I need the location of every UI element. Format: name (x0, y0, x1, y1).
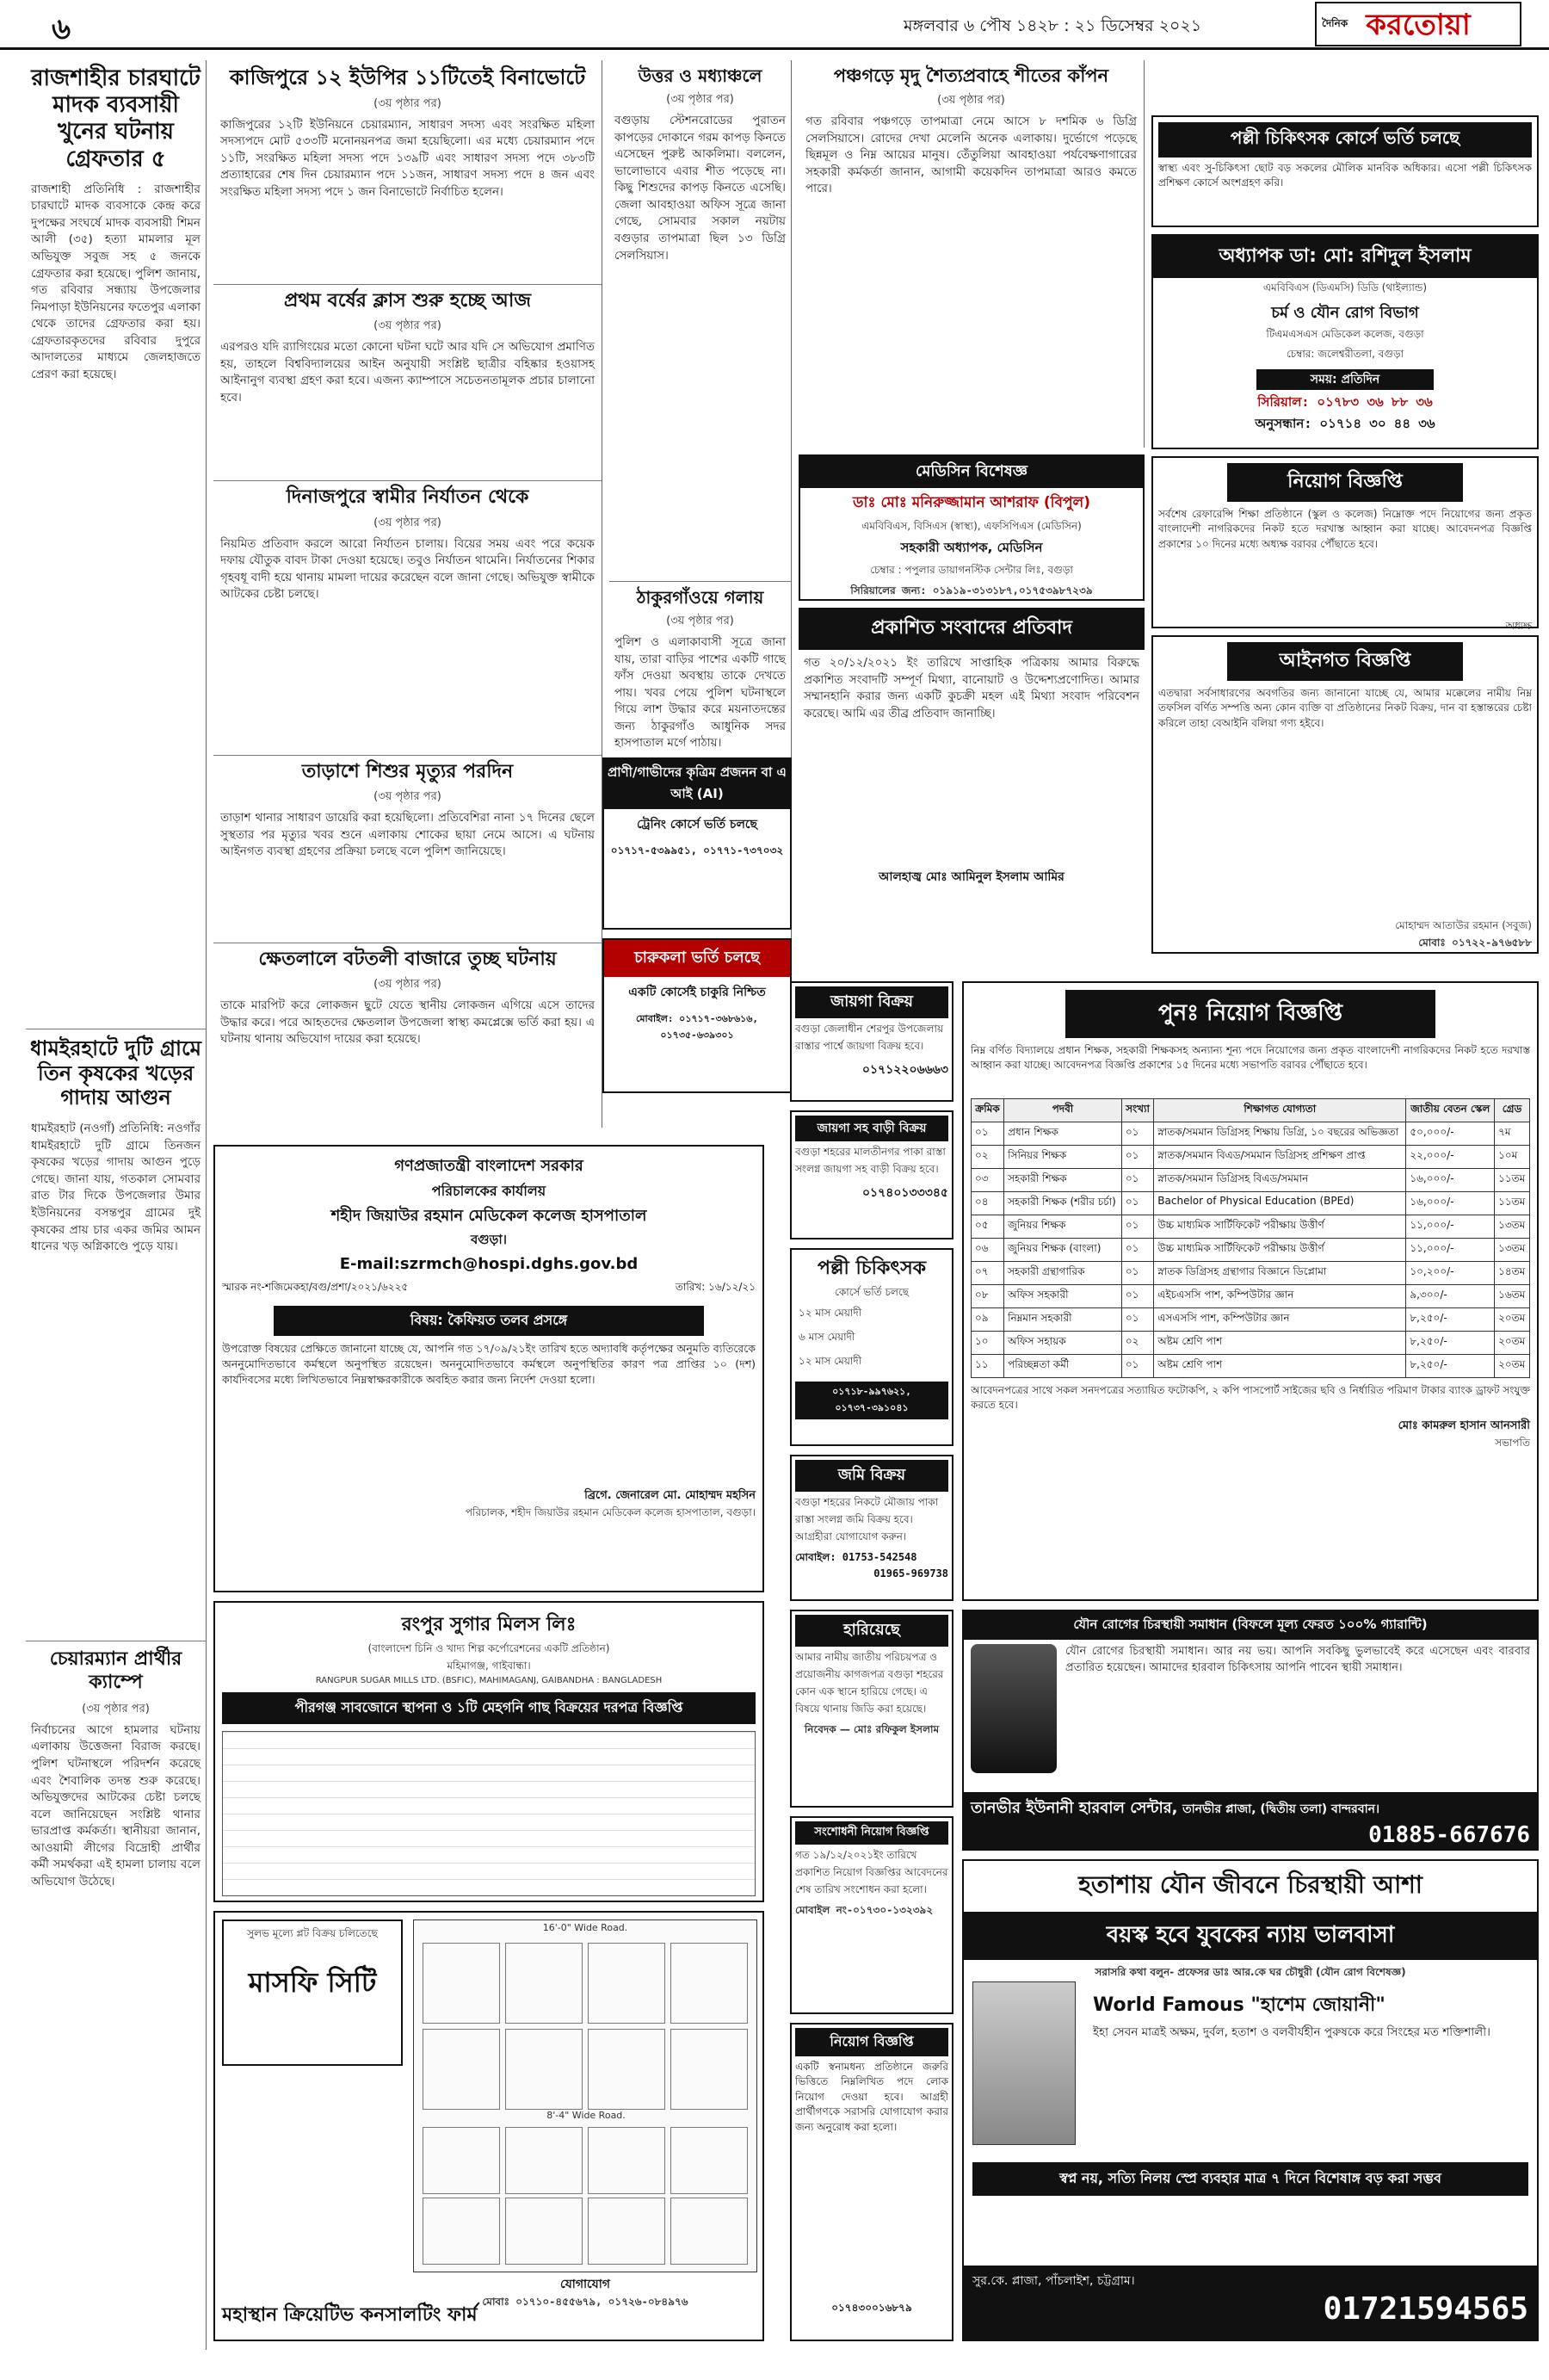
class-byline: (৩য় পৃষ্ঠার পর) (373, 319, 441, 333)
table-cell: ০১ (1121, 1262, 1153, 1285)
table-cell: নিম্নমান সহকারী (1004, 1308, 1122, 1332)
panchagarh-headline: পঞ্চগড়ে মৃদু শৈত্যপ্রবাহে শীতের কাঁপন (833, 65, 1109, 86)
hariyeche-sign: নিবেদক — মোঃ রফিকুল ইসলাম (804, 1723, 940, 1735)
column-1 (26, 60, 207, 2350)
sugar-mill-notice (213, 1601, 764, 1902)
plot-cell (505, 2127, 583, 2194)
table-cell: ০৪ (972, 1192, 1004, 1215)
plot-cell (423, 2198, 500, 2265)
sex-banner: যৌন রোগের চিরস্থায়ী সমাধান (বিফলে মূল্য ফেরত ১০০% গ্যারান্টি) (964, 1611, 1537, 1640)
khetlal-headline: ক্ষেতলালে বটতলী বাজারে তুচ্ছ ঘটনায় (258, 948, 557, 970)
plot-cell (588, 2127, 665, 2194)
table-cell: স্নাতক/সমমান ডিগ্রিসহ বিএড/সমমান (1154, 1169, 1406, 1192)
charukola-ad (602, 938, 792, 1093)
niyog1-sign: অধ্যক্ষ (1505, 620, 1532, 632)
punah-sign: মোঃ কামরুল হাসান আনসারী (1398, 1419, 1530, 1432)
table-cell: অফিস সহায়ক (1004, 1332, 1122, 1355)
masafi-firm: মহাস্থান ক্রিয়েটিভ কনসালটিং ফার্ম (222, 2304, 478, 2326)
story1-headline: রাজশাহীর চারঘাটে মাদক ব্যবসায়ী খুনের ঘটনায় গ্রেফতার ৫ (31, 65, 201, 172)
table-cell: সহকারী গ্রন্থাগারিক (1004, 1262, 1122, 1285)
class-text: এরপরও যদি র‍্যাগিংয়ের মতো কোনো ঘটনা ঘটে আর যদি সে অভিযোগ প্রমাণিত হয়, তাহলে বিশ্ববিদ্যালয়ের আইন অনুযায়ী সংশ্লিষ্ট ছাত্রীর বহিষ্কার হওয়াসহ আইনানুগ ব্যবস্থা গ্রহণ করা হবে। এজন্য ক্যাম্পাসে সচেতনতামূলক প্রচার চালানো হবে। (220, 340, 595, 405)
jobs-header-cell: ক্রমিক (972, 1099, 1004, 1122)
khetlal-text: তাকে মারপিট করে লোকজন ছুটে যেতে স্থানীয় লোকজন এগিয়ে এসে তাদের উদ্ধার করে। পরে আহতদের ক্ষেতলাল উপজেলা স্বাস্থ্য কমপ্লেক্সে ভর্তি করা হয়। এ ঘটনায় থানায় অভিযোগ দায়ের করা হয়েছে। (220, 998, 595, 1047)
hotash-world: World Famous "হাশেম জোয়ানী" (1093, 1994, 1385, 2016)
thakurgaon-text: পুলিশ ও এলাকাবাসী সূত্রে জানা যায়, তারা বাড়ির পাশের একটি গাছে ফাঁস দেওয়া অবস্থায় তাকে দেখতে পায়। খবর পেয়ে পুলিশ ঘটনাস্থলে গিয়ে লাশ উদ্ধার করে ময়নাতদন্তের জন্য ঠাকুরগাঁও আধুনিক সদর হাসপাতাল মর্গে পাঠায়। (614, 635, 786, 751)
plot-cell (423, 2029, 500, 2110)
hotash-title2: বয়স্ক হবে যুবকের ন্যায় ভালবাসা (964, 1912, 1537, 1960)
gov-office: পরিচালকের কার্যালয় (431, 1183, 546, 1199)
doctor-ad (799, 454, 1145, 601)
table-cell: ২০তম (1495, 1308, 1530, 1332)
tanvir-footer (964, 1792, 1537, 1849)
dinajpur-byline: (৩য় পৃষ্ঠার পর) (373, 516, 441, 529)
table-cell: ১১,০০০/- (1406, 1239, 1495, 1262)
masafi-city-ad (213, 1911, 764, 2341)
legal-sign: মোহাম্মদ আতাউর রহমান (সবুজ) (1395, 919, 1532, 931)
hotash-text: ইহা সেবন মাত্রই অক্ষম, দুর্বল, হতাশ ও বলবীর্যহীন পুরুষকে করে সিংহের মত শক্তিশালী। (1093, 2025, 1490, 2039)
dinajpur-text: নিয়মিত প্রতিবাদ করলে আরো নির্যাতন চালায়। বিয়ের সময় এবং পরে কয়েক দফায় যৌতুক বাবদ টাকা দেওয়া হয়েছে। তবুও নির্যাতন থামেনি। নির্যাতনের শিকার গৃহবধূ বাদী হয়ে থানায় মামলা দায়ের করেছেন বলে জানা গেছে। অভিযুক্ত স্বামীকে আটকের চেষ্টা চলছে। (220, 536, 595, 602)
table-cell: ১৬,০০০/- (1406, 1169, 1495, 1192)
doctor-photo (972, 1981, 1076, 2145)
gov-memo-row (222, 1277, 756, 1301)
table-cell: ০১ (1121, 1192, 1153, 1215)
legal-title: আইনগত বিজ্ঞপ্তি (1227, 642, 1463, 681)
table-cell: ০১ (1121, 1239, 1153, 1262)
table-cell: ০৫ (972, 1215, 1004, 1239)
dinajpur-headline: দিনাজপুরে স্বামীর নির্যাতন থেকে (286, 486, 529, 509)
hotash-phone: 01721594565 (1323, 2291, 1528, 2327)
table-cell: এইচএসসি পাশ, কম্পিউটার জ্ঞান (1154, 1285, 1406, 1308)
palli2-course1: ১২ মাস মেয়াদী (799, 1307, 862, 1319)
table-cell: অষ্টম শ্রেণি পাশ (1154, 1355, 1406, 1378)
doctor-name: ডাঃ মোঃ মনিরুজ্জামান আশরাফ (বিপুল) (853, 494, 1090, 511)
table-cell: ২০তম (1495, 1355, 1530, 1378)
songshodhoni-phone: মোবাইল নং-০১৭৩০-১৩২৩৯২ (795, 1904, 934, 1916)
table-row (972, 1122, 1530, 1146)
jomi-title: জমি বিক্রয় (795, 1460, 948, 1492)
table-cell: ০২ (972, 1146, 1004, 1169)
ai-training-ad (602, 757, 792, 930)
plot-cell (423, 2127, 500, 2194)
sugar-place: মহিমাগঞ্জ, গাইবান্ধা। (447, 1660, 531, 1672)
jomi-ad (790, 1455, 953, 1601)
songshodhoni-ad (790, 1816, 953, 2014)
niyog1-text: সর্বশেষ রেফারেন্সি শিক্ষা প্রতিষ্ঠানে (স্কুল ও কলেজ) নিম্নোক্ত পদে নিয়োগের জন্য প্রকৃত বাংলাদেশী নাগরিকদের নিকট হতে দরখাস্ত আহ্বান করা যাচ্ছে। আবেদনপত্র বিজ্ঞপ্তি প্রকাশের ১০ দিনের মধ্যে অধ্যক্ষ বরাবর পৌঁছাতে হবে। (1158, 508, 1532, 550)
songshodhoni-title: সংশোধনী নিয়োগ বিজ্ঞপ্তি (795, 1821, 948, 1845)
date-line: মঙ্গলবার ৬ পৌষ ১৪২৮ : ২১ ডিসেম্বর ২০২১ (904, 16, 1202, 35)
gov-city: বগুড়া। (470, 1232, 508, 1247)
panchagarh-text: গত রবিবার পঞ্চগড়ে তাপমাত্রা নেমে আসে ৮ দশমিক ৬ ডিগ্রি সেলসিয়াসে। রোদের দেখা মেলেনি অনেক এলাকায়। দুর্ভোগে পড়েছে ছিন্নমূল ও নিম্ন আয়ের মানুষ। তেঁতুলিয়া আবহাওয়া পর্যবেক্ষণাগারের সহকারী কর্মকর্তা জানান, আগামী কয়েকদিন তাপমাত্রা আরও কমতে পারে। (805, 114, 1137, 196)
gov-subject: বিষয়: কৈফিয়ত তলব প্রসঙ্গে (274, 1306, 704, 1336)
product-image (971, 1644, 1057, 1773)
table-cell: স্নাতক/সমমান ডিগ্রিসহ শিক্ষায় ডিগ্রি, ১০ বছরের অভিজ্ঞতা (1154, 1122, 1406, 1146)
doctor-chamber: চেম্বার : পপুলার ডায়াগনস্টিক সেন্টার লিঃ, বগুড়া (870, 564, 1073, 576)
palli-title: পল্লী চিকিৎসক কোর্সে ভর্তি চলছে (1158, 122, 1532, 158)
prof-chamber: চেম্বার: জলেশ্বরীতলা, বগুড়া (1286, 348, 1404, 360)
table-cell: অফিস সহকারী (1004, 1285, 1122, 1308)
table-cell: সহকারী শিক্ষক (শরীর চর্চা) (1004, 1192, 1122, 1215)
legal-phone: মোবাঃ ০১৭২২-৯৭৬৫৮৮ (1418, 937, 1532, 949)
plot-cell (588, 1943, 665, 2024)
masafi-phone: মোবাঃ ০১৭১০-৪৫৫৬৭৯, ০১৭২৬-০৮৪৯৭৬ (482, 2296, 688, 2308)
kazipur-headline: কাজিপুরে ১২ ইউপির ১১টিতেই বিনাভোটে (229, 65, 586, 90)
table-cell: ০১ (1121, 1285, 1153, 1308)
story2-text: ধামইরহাট (নওগাঁ) প্রতিনিধি: নওগাঁর ধামইরহাটে দুটি গ্রামে তিনজন কৃষকের খড়ের গাদায় আগুন পুড়ে গেছে। জানা যায়, গতকাল সোমবার রাত টার দিকে উপজেলার উমার ইউনিয়নের বসন্তপুর গ্রামের দুই কৃষকের প্রায় চার একর জমির আমন ধানের খড় অগ্নিকাণ্ডে পুড়ে যায়। (31, 1122, 201, 1254)
professor-ad (1151, 234, 1539, 449)
palli2-ad (790, 1248, 953, 1446)
charukola-title: চারুকলা ভর্তি চলছে (604, 940, 790, 977)
gov-header: গণপ্রজাতন্ত্রী বাংলাদেশ সরকার (394, 1157, 583, 1175)
sugar-title: রংপুর সুগার মিলস লিঃ (401, 1614, 577, 1635)
north-text: বগুড়ায় স্টেশনরোডের পুরাতন কাপড়ের দোকানে গরম কাপড় কিনতে এসেছেন পুরুষ্ট আকলিমা। বললেন, ভালোভাবে এবার শীত পড়েছে না। কিছু শিশুদের কাপড় কিনতে এসেছি। জেলা আবহাওয়া অফিস সূত্রে জানা গেছে, সোমবার সকাল নয়টায় বগুড়ার তাপমাত্রা ছিল ১৩ ডিগ্রি সেলসিয়াস। (614, 114, 786, 263)
hotash-title1: হতাশায় যৌন জীবনে চিরস্থায়ী আশা (1078, 1870, 1422, 1899)
hotash-footer (964, 2266, 1537, 2340)
table-row (972, 1262, 1530, 1285)
table-cell: ০১ (1121, 1215, 1153, 1239)
table-row (972, 1332, 1530, 1355)
table-cell: উচ্চ মাধ্যমিক সার্টিফিকেট পরীক্ষায় উত্তীর্ণ (1154, 1215, 1406, 1239)
tarash-byline: (৩য় পৃষ্ঠার পর) (373, 789, 441, 803)
table-cell: প্রধান শিক্ষক (1004, 1122, 1122, 1146)
plot-cell (670, 2127, 748, 2194)
jobs-table-header (972, 1099, 1530, 1122)
gov-text: উপরোক্ত বিষয়ের প্রেক্ষিতে জানানো যাচ্ছে যে, আপনি গত ১৭/০৯/২১ইং তারিখ হতে অদ্যাবধি কর্তৃপক্ষের অনুমতি ব্যতিরেকে অননুমোদিতভাবে কর্মস্থলে অনুপস্থিত রয়েছেন। অননুমোদিতভাবে কর্মস্থলে অনুপস্থিতির কারণ পত্র প্রাপ্তির ১০ (দশ) কার্যদিবসের মধ্যে লিখিতভাবে নিম্নস্বাক্ষরকারীকে অবহিত করার জন্য নির্দেশ দেওয়া হলো। (222, 1342, 756, 1387)
protest-sign: আলহাজ্ব মোঃ আমিনুল ইসলাম আমির (879, 870, 1065, 884)
page-number: ৬ (52, 12, 71, 46)
table-cell: ০১ (1121, 1169, 1153, 1192)
jomi-phone2: 01965-969738 (873, 1567, 948, 1579)
table-cell: জুনিয়র শিক্ষক (1004, 1215, 1122, 1239)
table-cell: ৯,৩০০/- (1406, 1285, 1495, 1308)
table-cell: ০১ (972, 1122, 1004, 1146)
table-cell: জুনিয়র শিক্ষক (বাংলা) (1004, 1239, 1122, 1262)
tarash-text: তাড়াশ থানার সাধারণ ডায়েরি করা হয়েছিলো। প্রতিবেশিরা নানা ১৭ দিনের ছেলে সুস্থতার পর মৃত্যুর খবর শুনে এলাকায় শোকের ছায়া নেমে আসে। এ ঘটনায় আইনগত ব্যবস্থা গ্রহণের প্রক্রিয়া চলছে বলে পুলিশ জানিয়েছে। (220, 810, 595, 859)
doctor-degree: এমবিবিএস, বিসিএস (স্বাস্থ্য), এফসিপিএস (মেডিসিন) (861, 520, 1082, 532)
jobs-table-body (972, 1122, 1530, 1378)
niyog2-text: একটি স্বনামধন্য প্রতিষ্ঠানে জরুরি ভিত্তিতে নিম্নলিখিত পদে লোক নিয়োগ দেওয়া হবে। আগ্রহী প্রার্থীগণকে সরাসরি যোগাযোগ করার জন্য অনুরোধ করা হলো। (795, 2061, 948, 2133)
songshodhoni-text: গত ১৯/১২/২০২১ইং তারিখে প্রকাশিত নিয়োগ বিজ্ঞপ্তির আবেদনের শেষ তারিখ সংশোধন করা হলো। (795, 1849, 948, 1895)
punah-title: পুনঃ নিয়োগ বিজ্ঞপ্তি (1065, 990, 1435, 1038)
kazipur-text: কাজিপুরের ১২টি ইউনিয়নে চেয়ারম্যান, সাধারণ সদস্য এবং সংরক্ষিত মহিলা সদস্যপদে মোট ৫৩৩টি মনোনয়নপত্র জমা হয়েছিলো। এর মধ্যে চেয়ারম্যান পদে ১১টি, সংরক্ষিত মহিলা সদস্য পদে ১৩৯টি এবং সাধারণ সদস্য পদে ৩৮৩টি প্রত্যাহারের শেষ দিন চেয়ারম্যান পদে ১১জন, সাধারণ সদস্য পদে ৪ জন এবং সংরক্ষিত মহিলা সদস্য পদে ১ জন বিনাভোটে নির্বাচিত হলেন। (220, 117, 595, 200)
tanvir-address: তানভীর প্লাজা, (দ্বিতীয় তলা) বান্দরবান। (1182, 1802, 1380, 1816)
sex-text: যৌন রোগের চিরস্থায়ী সমাধান। আর নয় ভয়। আপনি সবকিছু ভুলভাবেই করে এসেছেন এবং বারবার প্রতারিত হয়েছেন। আমাদের হারবাল চিকিৎসায় আপনি পাবেন স্থায়ী সমাধান। (1065, 1645, 1530, 1674)
gov-sign: ব্রিগে. জেনারেল মো. মোহাম্মদ মহসিন (584, 1489, 756, 1502)
prof-speciality: চর্ম ও যৌন রোগ বিভাগ (1271, 304, 1419, 322)
table-cell: সিনিয়র শিক্ষক (1004, 1146, 1122, 1169)
prof-hospital: টিএমএসএস মেডিকেল কলেজ, বগুড়া (1266, 328, 1424, 340)
bari-phone: ০১৭৪০১৩৩৩৪৫ (861, 1186, 948, 1200)
plot-cell (423, 1943, 500, 2024)
sugar-english: RANGPUR SUGAR MILLS LTD. (BSFIC), MAHIMAGANJ, GAIBANDHA : BANGLADESH (315, 1676, 663, 1685)
jaega-phone: ০১৭১২২০৬৬৬৩ (861, 1063, 948, 1077)
punah-intro: নিম্ন বর্ণিত বিদ্যালয়ে প্রধান শিক্ষক, সহকারী শিক্ষকসহ অন্যান্য শূন্য পদে নিয়োগের জন্য প্রকৃত বাংলাদেশী নাগরিকদের নিকট হতে দরখাস্ত আহ্বান করা যাচ্ছে। আবেদনপত্র বিজ্ঞপ্তি প্রকাশের ১৫ দিনের মধ্যে সভাপতি বরাবর পৌঁছাতে হবে। (971, 1044, 1530, 1072)
gov-notice (213, 1145, 764, 1592)
road-top: 16'-0" Wide Road. (542, 1922, 628, 1933)
gov-sign-title: পরিচালক, শহীদ জিয়াউর রহমান মেডিকেল কলেজ হাসপাতাল, বগুড়া। (465, 1506, 756, 1518)
table-row (972, 1169, 1530, 1192)
jobs-header-cell: পদবী (1004, 1099, 1122, 1122)
table-cell: ১০,২০০/- (1406, 1262, 1495, 1285)
plot-cell (588, 2029, 665, 2110)
jomi-text: বগুড়া শহরের নিকটে মৌজায় পাকা রাস্তা সংলগ্ন জমি বিক্রয় হবে। আগ্রহীরা যোগাযোগ করুন। (795, 1496, 939, 1542)
plot-cell (505, 2198, 583, 2265)
kazipur-byline: (৩য় পৃষ্ঠার পর) (373, 96, 441, 110)
ai-title: প্রাণী/গাভীদের কৃত্রিম প্রজনন বা এ আই (AI) (604, 759, 790, 809)
jobs-header-cell: শিক্ষাগত যোগ্যতা (1154, 1099, 1406, 1122)
table-cell: ১৬তম (1495, 1285, 1530, 1308)
table-row (972, 1192, 1530, 1215)
jaega-text: বগুড়া জেলাধীন শেরপুর উপজেলায় রাস্তার পার্শ্বে জায়গা বিক্রয় হবে। (795, 1023, 944, 1052)
tanvir-name: তানভীর ইউনানী হারবাল সেন্টার, (971, 1799, 1178, 1817)
niyog1-ad (1151, 456, 1539, 632)
plot-cell (505, 1943, 583, 2024)
khetlal-byline: (৩য় পৃষ্ঠার পর) (373, 978, 441, 992)
sugar-notice-title: পীরগঞ্জ সাবজোনে স্থাপনা ও ১টি মেহগনি গাছ বিক্রয়ের দরপত্র বিজ্ঞপ্তি (222, 1692, 756, 1724)
table-cell: পরিচ্ছন্নতা কর্মী (1004, 1355, 1122, 1378)
table-cell: ৮,২৫০/- (1406, 1332, 1495, 1355)
jaega-ad (790, 981, 953, 1102)
hariyeche-title: হারিয়েছে (795, 1615, 948, 1647)
niyog2-ad (790, 2023, 953, 2341)
bari-ad (790, 1110, 953, 1239)
table-cell: ১১ (972, 1355, 1004, 1378)
doctor-ad-header: মেডিসিন বিশেষজ্ঞ (800, 456, 1143, 488)
tarash-headline: তাড়াশে শিশুর মৃত্যুর পরদিন (301, 760, 514, 782)
doctor-phone: সিরিয়ালের জন্য: ০১৯১৯-৩১৩১৮৭,০১৭৫৩৯৮৭২৩৯ (850, 584, 1093, 597)
plot-cell (670, 1943, 748, 2024)
table-cell: ১৩তম (1495, 1239, 1530, 1262)
table-cell: ১১তম (1495, 1169, 1530, 1192)
story3-byline: (৩য় পৃষ্ঠার পর) (82, 1702, 150, 1715)
jobs-header-cell: গ্রেড (1495, 1099, 1530, 1122)
palli2-phone: ০১৭১৮-৯৯৭৬২১, ০১৭৩৭-৩৯১০৪১ (795, 1382, 948, 1419)
hotash-sub: সরাসরি কথা বলুন- প্রফেসর ডাঃ আর.কে ঘর চৌধুরী (যৌন রোগ বিশেষজ্ঞ) (1095, 1966, 1406, 1978)
charukola-phone: মোবাইল: ০১৭১৭-৩৬৮৬১৬, ০১৭৩৫-৬৩৯৩০১ (635, 1013, 759, 1041)
prof-degree: এমবিবিএস (ডিএমসি) ডিডি (থাইল্যান্ড) (1262, 281, 1428, 294)
palli-ad (1151, 115, 1539, 227)
panchagarh-story (799, 60, 1145, 448)
table-cell: ০৬ (972, 1239, 1004, 1262)
story3-headline: চেয়ারম্যান প্রার্থীর ক্যাম্পে (49, 1648, 182, 1693)
sugar-sub: (বাংলাদেশ চিনি ও খাদ্য শিল্প কর্পোরেশনের একটি প্রতিষ্ঠান) (367, 1642, 610, 1654)
table-cell: স্নাতক/সমমান বিএড/সমমান ডিগ্রিসহ প্রশিক্ষণ প্রাপ্ত (1154, 1146, 1406, 1169)
table-cell: ৫০,০০০/- (1406, 1122, 1495, 1146)
ai-phone: ০১৭১৭-৫৩৯৯৫১, ০১৭৭১-৭৩৭০৩২ (610, 844, 784, 856)
bari-title: জায়গা সহ বাড়ী বিক্রয় (795, 1116, 948, 1141)
plot-cell (670, 2029, 748, 2110)
niyog1-title: নিয়োগ বিজ্ঞপ্তি (1227, 463, 1463, 502)
jomi-phone1: মোবাইল: 01753-542548 (795, 1551, 917, 1563)
column-2 (213, 60, 602, 1128)
table-cell: এসএসসি পাশ, কম্পিউটার জ্ঞান (1154, 1308, 1406, 1332)
bari-text: বগুড়া শহরের মালতীনগর পাকা রাস্তা সংলগ্ন জায়গা সহ বাড়ী বিক্রয় হবে। (795, 1146, 946, 1175)
ai-sub: ট্রেনিং কোর্সে ভর্তি চলছে (636, 818, 758, 831)
logo-small: দৈনিক (1322, 17, 1348, 29)
prof-title: অধ্যাপক ডা: মো: রশিদুল ইসলাম (1153, 236, 1537, 278)
story1-text: রাজশাহী প্রতিনিধি : রাজশাহীর চারঘাটে মাদক ব্যবসাকে কেন্দ্র করে দুপক্ষের সংঘর্ষে মাদক ব্যবসায়ী শিমন আলী (৩৫) হত্যা মামলার মূল অভিযুক্ত সবুজ সহ ৫ জনকে গ্রেফতার করা হয়েছে। পুলিশ জানায়, গত রবিবার সন্ধ্যায় উপজেলার নিমপাড়া ইউনিয়নের ফতেপুর এলাকা থেকে তাদের গ্রেফতার করা হয়। গ্রেফতারকৃতদের রবিবার দুপুরে আদালতের মাধ্যমে জেলহাজতে প্রেরণ করা হয়েছে। (31, 182, 201, 381)
gov-memo: স্মারক নং-শজিমেকহা/বগু/প্রশা/২০২১/৬২২৫ (222, 1281, 409, 1293)
jobs-header-cell: সংখ্যা (1121, 1099, 1153, 1122)
masafi-left (222, 1919, 403, 2066)
palli2-course3: ১২ মাস মেয়াদী (799, 1355, 862, 1367)
thakurgaon-headline: ঠাকুরগাঁওয়ে গলায় (636, 587, 764, 608)
hariyeche-text: আমার নামীয় জাতীয় পরিচয়পত্র ও প্রয়োজনীয় কাগজপত্র বগুড়া শহরের কোন এক স্থানে হারিয়ে গেছে। এ বিষয়ে থানায় জিডি করা হয়েছে। (795, 1651, 944, 1715)
protest-text: গত ২০/১২/২০২১ ইং তারিখে সাপ্তাহিক পত্রিকায় আমার বিরুদ্ধে প্রকাশিত সংবাদটি সম্পূর্ণ মিথ্যা, বানোয়াট ও উদ্দেশ্যপ্রণোদিত। আমার সম্মানহানি করার জন্য একটি কুচক্রী মহল এই মিথ্যা সংবাদ পরিবেশন করেছে। আমি এর তীব্র প্রতিবাদ জানাচ্ছি। (804, 656, 1139, 720)
table-cell: স্নাতক ডিগ্রিসহ গ্রন্থাগার বিজ্ঞানে ডিপ্লোমা (1154, 1262, 1406, 1285)
table-cell: ১৪তম (1495, 1262, 1530, 1285)
table-cell: ০১ (1121, 1146, 1153, 1169)
prof-serial: সিরিয়াল: ০১৭৮৩ ৩৬ ৮৮ ৩৬ (1257, 394, 1433, 410)
jobs-table (971, 1098, 1530, 1378)
niyog2-phone: ০১৭৪৩০০১৬৮৭৯ (831, 2302, 912, 2314)
north-byline: (৩য় পৃষ্ঠার পর) (666, 93, 734, 106)
punah-footer: আবেদনপত্রের সাথে সকল সনদপত্রের সত্যায়িত ফটোকপি, ২ কপি পাসপোর্ট সাইজের ছবি ও নির্ধারিত পরিমাণ টাকার ব্যাংক ড্রাফট সংযুক্ত করতে হবে। (971, 1384, 1530, 1412)
punah-niyog-notice (962, 981, 1539, 1601)
table-cell: ০২ (1121, 1332, 1153, 1355)
palli2-course2: ৬ মাস মেয়াদী (799, 1331, 855, 1343)
table-row (972, 1146, 1530, 1169)
table-row (972, 1239, 1530, 1262)
newspaper-logo (1315, 2, 1521, 46)
doctor-title: সহকারী অধ্যাপক, মেডিসিন (900, 540, 1043, 555)
hotash-ad (962, 1859, 1539, 2341)
table-cell: ১০ম (1495, 1146, 1530, 1169)
jaega-title: জায়গা বিক্রয় (795, 986, 948, 1018)
gov-hospital: শহীদ জিয়াউর রহমান মেডিকেল কলেজ হাসপাতাল (330, 1207, 647, 1225)
table-cell: ০৭ (972, 1262, 1004, 1285)
prof-serial2: অনুসন্ধান: ০১৭১৪ ৩০ ৪৪ ৩৬ (1255, 416, 1435, 431)
plot-cell (505, 2029, 583, 2110)
legal-text: এতদ্বারা সর্বসাধারণের অবগতির জন্য জানানো যাচ্ছে যে, আমার মক্কেলের নামীয় নিম্ন তফসিল বর্ণিত সম্পত্তি অন্য কোন ব্যক্তি বা প্রতিষ্ঠানের নিকট বিক্রয়, দান বা হস্তান্তরের চেষ্টা করিলে তাহা বেআইনি বলিয়া গণ্য হইবে। (1158, 687, 1532, 729)
protest-notice (799, 608, 1145, 909)
palli2-title: পল্লী চিকিৎসক (817, 1258, 927, 1279)
niyog2-title: নিয়োগ বিজ্ঞপ্তি (795, 2028, 948, 2056)
table-cell: ১৬,০০০/- (1406, 1192, 1495, 1215)
table-cell: Bachelor of Physical Education (BPEd) (1154, 1192, 1406, 1215)
hariyeche-ad (790, 1610, 953, 1808)
table-cell: অষ্টম শ্রেণি পাশ (1154, 1332, 1406, 1355)
legal-notice (1151, 635, 1539, 954)
story2-headline: ধামইরহাটে দুটি গ্রামে তিন কৃষকের খড়ের গাদায় আগুন (30, 1035, 201, 1110)
plot-cell (670, 2198, 748, 2265)
masafi-title: মাসফি সিটি (248, 1966, 377, 1999)
table-cell: ৮,২৫০/- (1406, 1308, 1495, 1332)
masafi-sub: সুলভ মূল্যে প্লট বিক্রয় চলিতেছে (247, 1927, 378, 1939)
palli-text: স্বাস্থ্য এবং সু-চিকিৎসা ছোট বড় সকলের মৌলিক মানবিক অধিকার। এসো পল্লী চিকিৎসক প্রশিক্ষণ কোর্সে অংশগ্রহণ করি। (1158, 162, 1532, 189)
masthead (0, 0, 1549, 50)
table-cell: ০১ (1121, 1308, 1153, 1332)
table-cell: ২০তম (1495, 1332, 1530, 1355)
table-cell: ০৯ (972, 1308, 1004, 1332)
table-row (972, 1215, 1530, 1239)
palli2-sub: কোর্সে ভর্তি চলছে (834, 1286, 909, 1298)
table-cell: ১০ (972, 1332, 1004, 1355)
table-cell: ১১তম (1495, 1192, 1530, 1215)
sugar-table-placeholder (222, 1731, 756, 1896)
table-row (972, 1355, 1530, 1378)
table-row (972, 1308, 1530, 1332)
logo-text: করতোয়া (1366, 8, 1471, 42)
story3-text: নির্বাচনের আগে হামলার ঘটনায় এলাকায় উত্তেজনা বিরাজ করছে। পুলিশ ঘটনাস্থলে পরিদর্শন করেছে এবং শৈবালিক তদন্ত শুরু করেছে। অভিযুক্তদের আটকের চেষ্টা চলছে বলে জানিয়েছেন সংশ্লিষ্ট থানার ভারপ্রাপ্ত কর্মকর্তা। স্থানীয়রা জানান, আওয়ামী লীগের বিদ্রোহী প্রার্থীর কর্মী সমর্থকরা এই হামলা চালায় বলে অভিযোগ উঠেছে। (31, 1722, 201, 1889)
table-cell: ০৩ (972, 1169, 1004, 1192)
hotash-address: সুর.কে. প্লাজা, পাঁচলাইশ, চট্টগ্রাম। (972, 2274, 1135, 2288)
masafi-contact: যোগাযোগ (560, 2278, 610, 2291)
table-cell: ২২,০০০/- (1406, 1146, 1495, 1169)
table-cell: ০১ (1121, 1355, 1153, 1378)
table-row (972, 1285, 1530, 1308)
table-cell: ৮,২৫০/- (1406, 1355, 1495, 1378)
hotash-niloy: স্বপ্ন নয়, সত্যি নিলয় স্প্রে ব্যবহার মাত্র ৭ দিনে বিশেষাঙ্গ বড় করা সম্ভব (972, 2162, 1528, 2196)
panchagarh-byline: (৩য় পৃষ্ঠার পর) (937, 94, 1005, 108)
table-cell: ০৮ (972, 1285, 1004, 1308)
charukola-sub: একটি কোর্সেই চাকুরি নিশ্চিত (628, 986, 766, 999)
table-cell: উচ্চ মাধ্যমিক সার্টিফিকেট পরীক্ষায় উত্তীর্ণ (1154, 1239, 1406, 1262)
tanvir-ad (962, 1610, 1539, 1851)
plot-map (413, 1919, 757, 2272)
table-cell: ১১,০০০/- (1406, 1215, 1495, 1239)
plot-cell (588, 2198, 665, 2265)
prof-time: সময়: প্রতিদিন (1256, 369, 1434, 390)
protest-title: প্রকাশিত সংবাদের প্রতিবাদ (799, 608, 1145, 650)
road-mid: 8'-4" Wide Road. (546, 2110, 626, 2121)
table-cell: ০১ (1121, 1122, 1153, 1146)
table-cell: ১৩তম (1495, 1215, 1530, 1239)
thakurgaon-byline: (৩য় পৃষ্ঠার পর) (666, 615, 734, 627)
tanvir-phone: 01885-667676 (1368, 1822, 1530, 1848)
jobs-header-cell: জাতীয় বেতন স্কেল (1406, 1099, 1495, 1122)
class-headline: প্রথম বর্ষের ক্লাস শুরু হচ্ছে আজ (283, 289, 532, 312)
punah-sign-title: সভাপতি (1495, 1437, 1530, 1449)
gov-email: E-mail:szrmch@hospi.dghs.gov.bd (339, 1255, 639, 1273)
north-headline: উত্তর ও মধ্যাঞ্চলে (638, 65, 762, 86)
table-cell: সহকারী শিক্ষক (1004, 1169, 1122, 1192)
gov-date: তারিখ: ১৬/১২/২১ (675, 1281, 756, 1293)
table-cell: ৭ম (1495, 1122, 1530, 1146)
